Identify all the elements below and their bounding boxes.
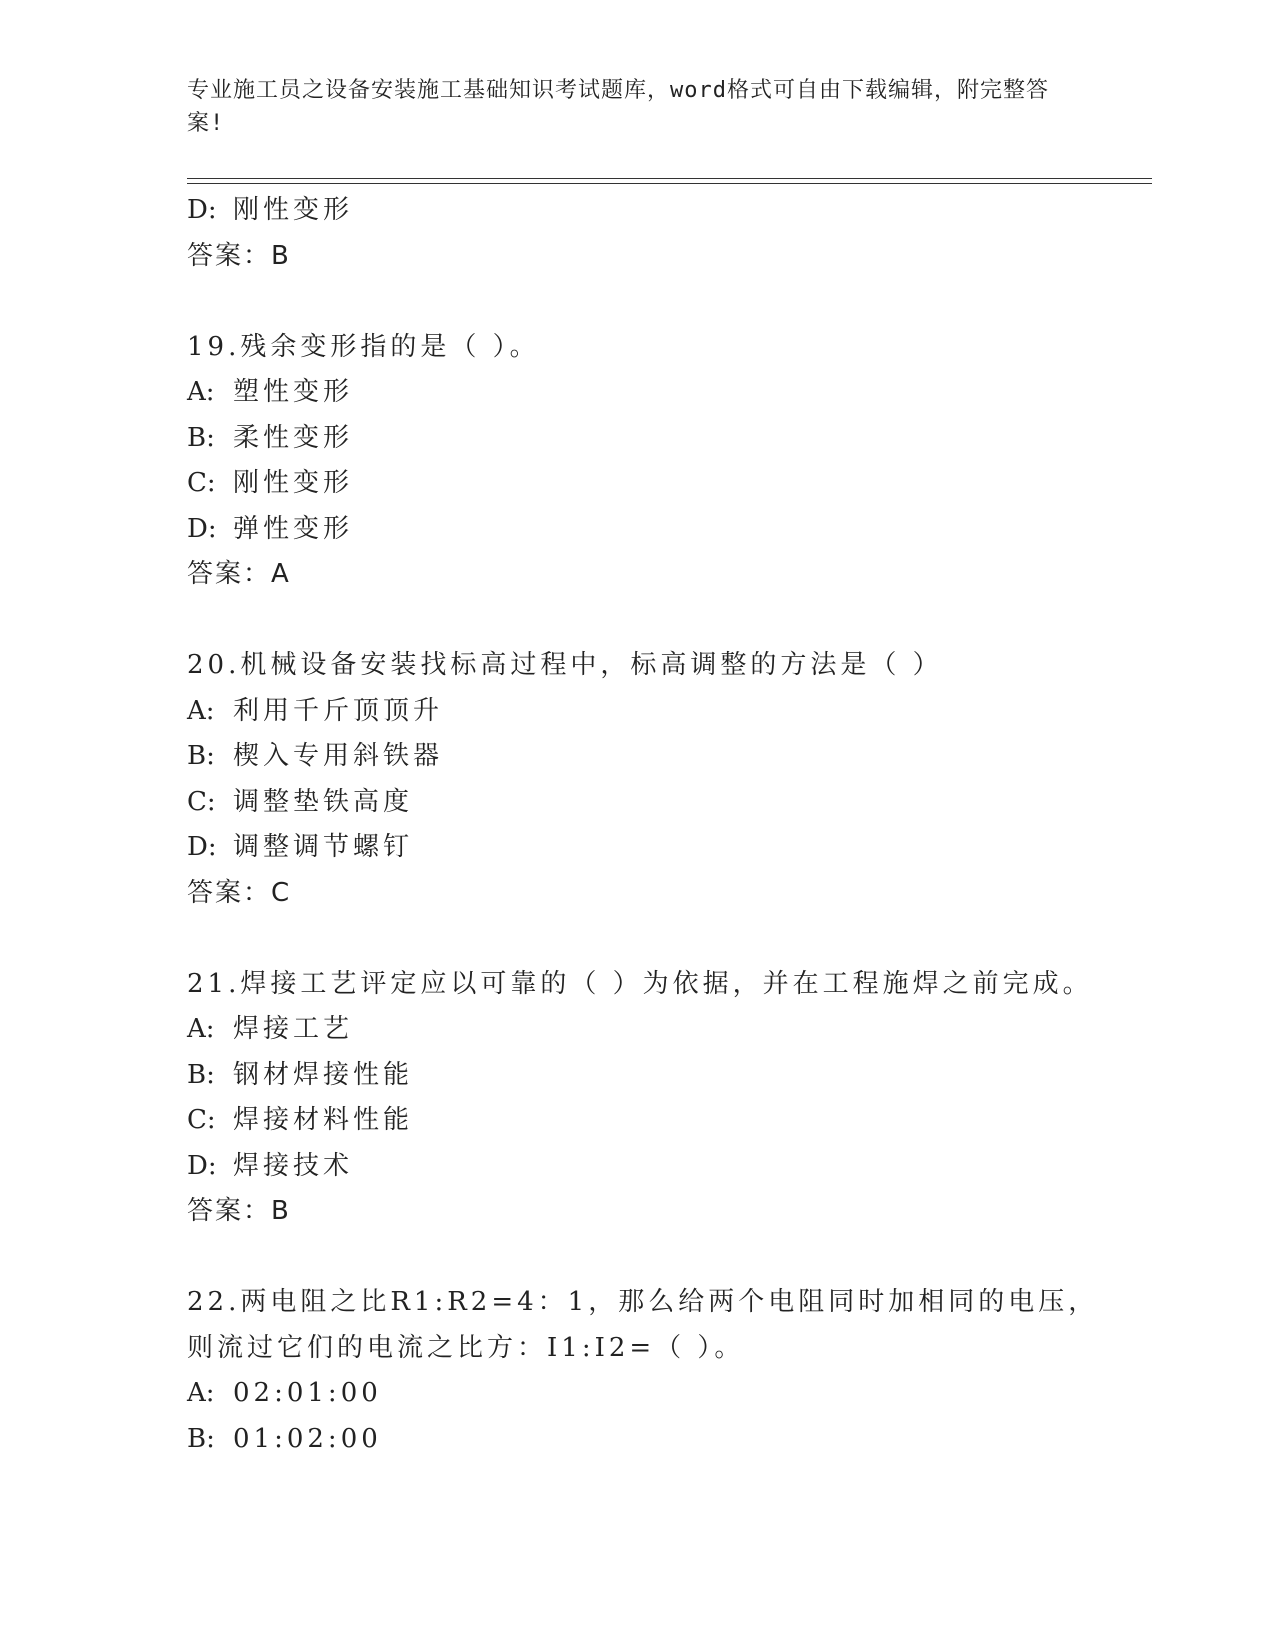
option-b bbox=[187, 1053, 1117, 1099]
option-key: A: bbox=[187, 1378, 215, 1408]
document-header bbox=[187, 74, 1067, 140]
option-text: 利用千斤顶顶升 bbox=[233, 695, 444, 726]
option-c bbox=[187, 1098, 1117, 1144]
header-divider-bottom bbox=[187, 183, 1152, 184]
option-text: 刚性变形 bbox=[233, 195, 354, 225]
option-key: C: bbox=[187, 786, 216, 817]
answer-line: 答案：B bbox=[187, 1196, 291, 1226]
header-divider-top bbox=[187, 178, 1152, 179]
option-text: 楔入专用斜铁器 bbox=[233, 741, 444, 771]
option-text: 塑性变形 bbox=[233, 377, 354, 407]
header-title: 专业施工员之设备安装施工基础知识考试题库，word格式可自由下载编辑，附完整答案! bbox=[187, 78, 1049, 136]
option-text: 弹性变形 bbox=[233, 513, 354, 544]
question-stem: 21.焊接工艺评定应以可靠的（ ）为依据，并在工程施焊之前完成。 bbox=[187, 968, 1093, 999]
option-text: 调整垫铁高度 bbox=[233, 786, 414, 817]
option-text: 刚性变形 bbox=[233, 468, 354, 498]
option-text: 02:01:00 bbox=[233, 1378, 382, 1408]
option-b bbox=[187, 734, 1117, 780]
option-key: D: bbox=[187, 1150, 217, 1181]
option-text: 柔性变形 bbox=[233, 422, 354, 453]
option-a bbox=[187, 1007, 1117, 1053]
option-a bbox=[187, 370, 1117, 416]
option-d bbox=[187, 825, 1117, 871]
option-key: D: bbox=[187, 513, 217, 544]
option-key: A: bbox=[187, 1014, 215, 1044]
option-text: 调整调节螺钉 bbox=[233, 832, 414, 862]
option-c bbox=[187, 780, 1117, 826]
option-key: D: bbox=[187, 195, 217, 225]
question-21 bbox=[187, 962, 1117, 1235]
option-key: C: bbox=[187, 1105, 216, 1135]
option-text: 焊接工艺 bbox=[233, 1014, 354, 1044]
answer-line: 答案：B bbox=[187, 240, 291, 271]
question-22 bbox=[187, 1280, 1117, 1462]
question-stem: 22.两电阻之比R1:R2=4：1，那么给两个电阻同时加相同的电压，则流过它们的电流之比方：I1:I2=（ ）。 bbox=[187, 1287, 1099, 1363]
question-stem: 20.机械设备安装找标高过程中，标高调整的方法是（ ） bbox=[187, 650, 943, 680]
option-a bbox=[187, 689, 1117, 735]
option-d bbox=[187, 507, 1117, 553]
option-d bbox=[187, 1144, 1117, 1190]
option-d bbox=[187, 188, 1117, 234]
question-stem: 19.残余变形指的是（ ）。 bbox=[187, 331, 540, 362]
option-text: 01:02:00 bbox=[233, 1423, 382, 1454]
option-text: 焊接技术 bbox=[233, 1150, 354, 1181]
option-b bbox=[187, 416, 1117, 462]
answer-line: 答案：A bbox=[187, 559, 291, 589]
question-list bbox=[187, 188, 1117, 1462]
answer-line: 答案：C bbox=[187, 877, 292, 908]
question-20 bbox=[187, 643, 1117, 916]
option-a bbox=[187, 1371, 1117, 1417]
option-key: B: bbox=[187, 741, 215, 771]
option-b bbox=[187, 1417, 1117, 1463]
option-key: B: bbox=[187, 422, 215, 453]
option-key: A: bbox=[187, 377, 215, 407]
option-key: B: bbox=[187, 1423, 215, 1454]
option-c bbox=[187, 461, 1117, 507]
option-key: C: bbox=[187, 468, 216, 498]
option-text: 焊接材料性能 bbox=[233, 1105, 414, 1135]
option-key: A: bbox=[187, 695, 215, 726]
option-key: D: bbox=[187, 832, 217, 862]
option-key: B: bbox=[187, 1059, 215, 1090]
question-19 bbox=[187, 325, 1117, 598]
option-text: 钢材焊接性能 bbox=[233, 1059, 414, 1090]
